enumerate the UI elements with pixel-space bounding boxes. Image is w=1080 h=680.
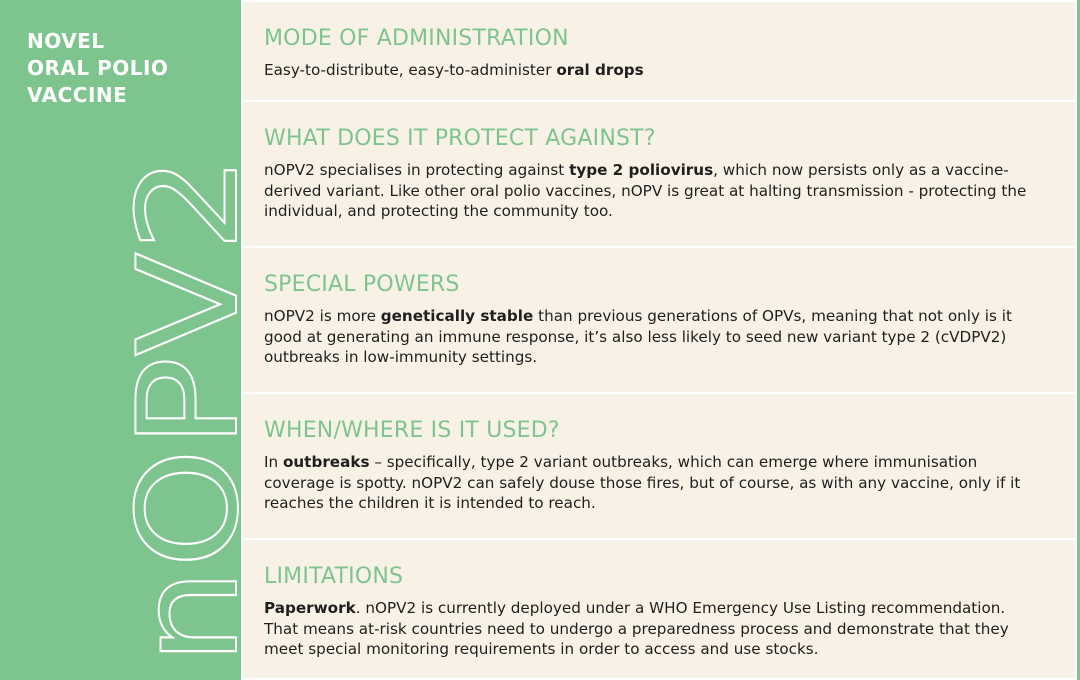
section-heading: WHAT DOES IT PROTECT AGAINST?: [264, 126, 656, 151]
title-line-3: VACCINE: [27, 83, 128, 107]
section-mode-of-administration: [241, 0, 1077, 102]
section-heading: LIMITATIONS: [264, 564, 404, 589]
section-protection: [241, 100, 1077, 248]
title-line-1: NOVEL: [27, 29, 105, 53]
section-when-where-used: [241, 392, 1077, 540]
section-body: Easy-to-distribute, easy-to-administer oral drops: [264, 61, 644, 79]
section-body: In outbreaks – specifically, type 2 variant outbreaks, which can emerge where immunisation coverage is spotty. nOPV2 can safely douse those fires, but of course, as with any vaccine, only if it reaches the children it is intended to reach.: [264, 453, 1021, 512]
vaccine-title: [27, 28, 168, 109]
section-heading: MODE OF ADMINISTRATION: [264, 26, 569, 51]
section-body: nOPV2 specialises in protecting against type 2 poliovirus, which now persists only as a vaccine-derived variant. Like other oral polio vaccines, nOPV is great at halting transmission - protecting the individual, and protecting the community too.: [264, 161, 1027, 220]
section-heading: SPECIAL POWERS: [264, 272, 460, 297]
title-line-2: ORAL POLIO: [27, 56, 169, 80]
section-special-powers: [241, 246, 1077, 394]
section-heading: WHEN/WHERE IS IT USED?: [264, 418, 560, 443]
section-body: Paperwork. nOPV2 is currently deployed under a WHO Emergency Use Listing recommendation. That means at-risk countries need to undergo a preparedness process and demonstrate that they meet special monitoring requirements in order to access and use stocks.: [264, 599, 1009, 658]
section-limitations: [241, 538, 1077, 680]
section-body: nOPV2 is more genetically stable than previous generations of OPVs, meaning that not only is it good at generating an immune response, it’s also less likely to seed new variant type 2 (cVDPV2) outbreaks in low-immunity settings.: [264, 307, 1012, 366]
vertical-text: nOPV2: [108, 203, 269, 665]
